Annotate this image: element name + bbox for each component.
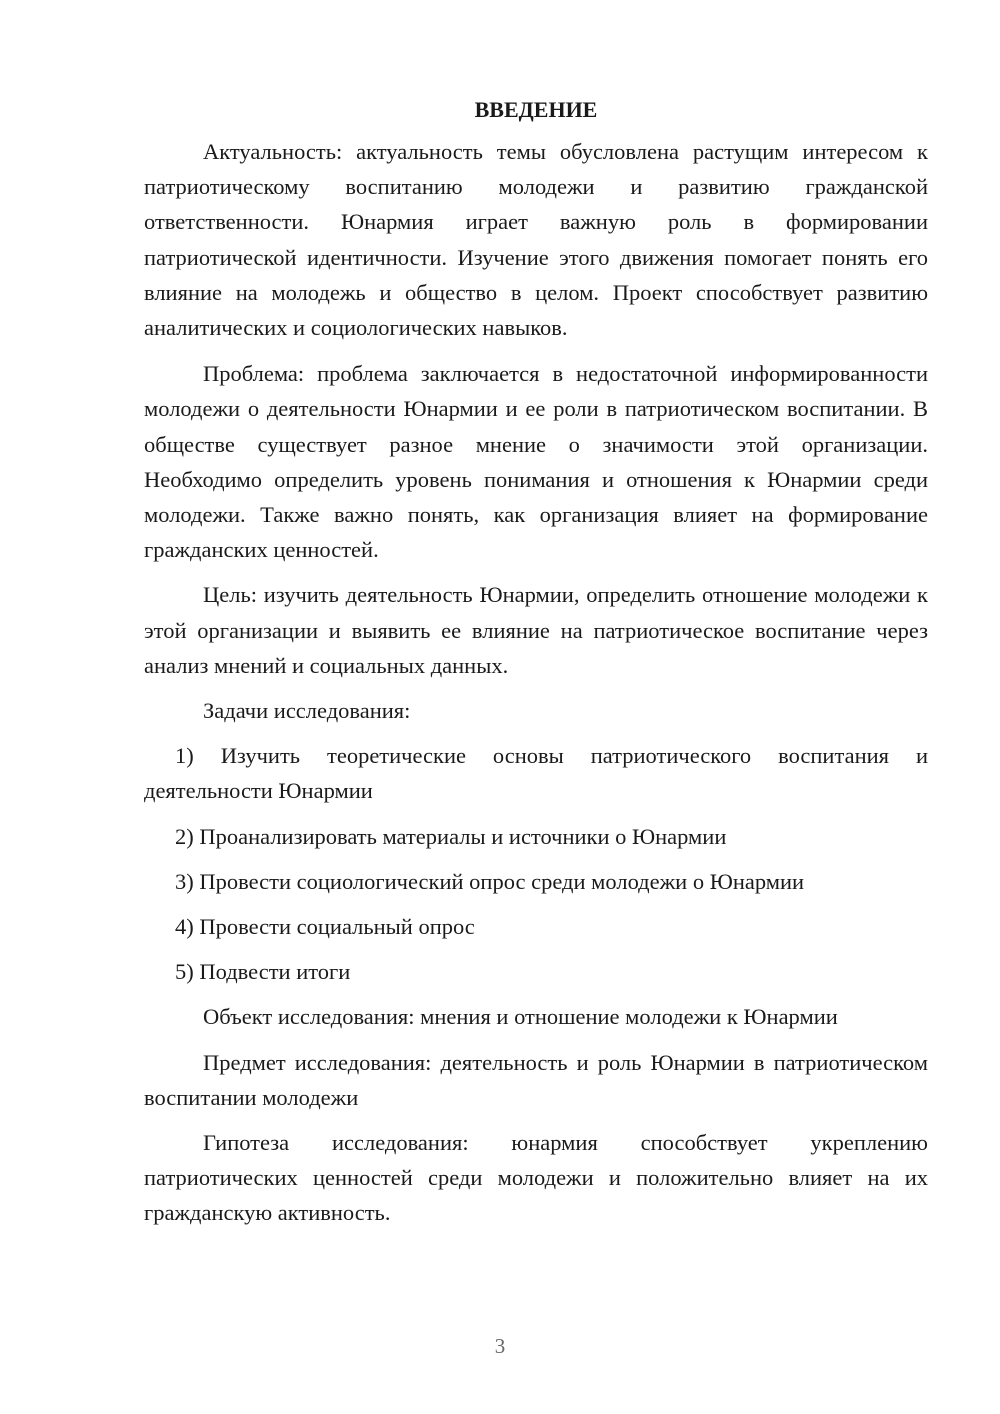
list-item: 1) Изучить теоретические основы патриотического воспитания и деятельности Юнармии	[144, 743, 928, 804]
relevance-paragraph: Актуальность: актуальность темы обусловлена растущим интересом к патриотическому воспитанию молодежи и развитию гражданской ответственности. Юнармия играет важную роль в формировании патриотической идентичности. Изучение этого движения помогает понять его влияние на молодежь и общество в целом. Проект способствует развитию аналитических и социологических навыков.	[144, 139, 928, 341]
list-item: 3) Провести социологический опрос среди молодежи о Юнармии	[175, 868, 805, 894]
object-paragraph: Объект исследования: мнения и отношение молодежи к Юнармии	[203, 1004, 838, 1030]
hypothesis-paragraph: Гипотеза исследования: юнармия способствует укреплению патриотических ценностей среди молодежи и положительно влияет на их гражданскую активность.	[144, 1130, 928, 1226]
list-item: 2) Проанализировать материалы и источники о Юнармии	[175, 823, 727, 849]
list-item: 5) Подвести итоги	[175, 959, 351, 985]
section-heading: ВВЕДЕНИЕ	[474, 97, 598, 122]
page-number: 3	[494, 1334, 506, 1358]
tasks-heading: Задачи исследования:	[203, 698, 411, 724]
goal-paragraph: Цель: изучить деятельность Юнармии, определить отношение молодежи к этой организации и выявить ее влияние на патриотическое воспитание через анализ мнений и социальных данных.	[144, 582, 928, 678]
problem-paragraph: Проблема: проблема заключается в недостаточной информированности молодежи о деятельности Юнармии и ее роли в патриотическом воспитании. В обществе существует разное мнение о значимости этой организации. Необходимо определить уровень понимания и отношения к Юнармии среди молодежи. Также важно понять, как организация влияет на формирование гражданских ценностей.	[144, 361, 928, 563]
page-content	[144, 92, 928, 1231]
subject-paragraph: Предмет исследования: деятельность и роль Юнармии в патриотическом воспитании молодежи	[144, 1049, 928, 1110]
list-item: 4) Провести социальный опрос	[175, 914, 475, 940]
